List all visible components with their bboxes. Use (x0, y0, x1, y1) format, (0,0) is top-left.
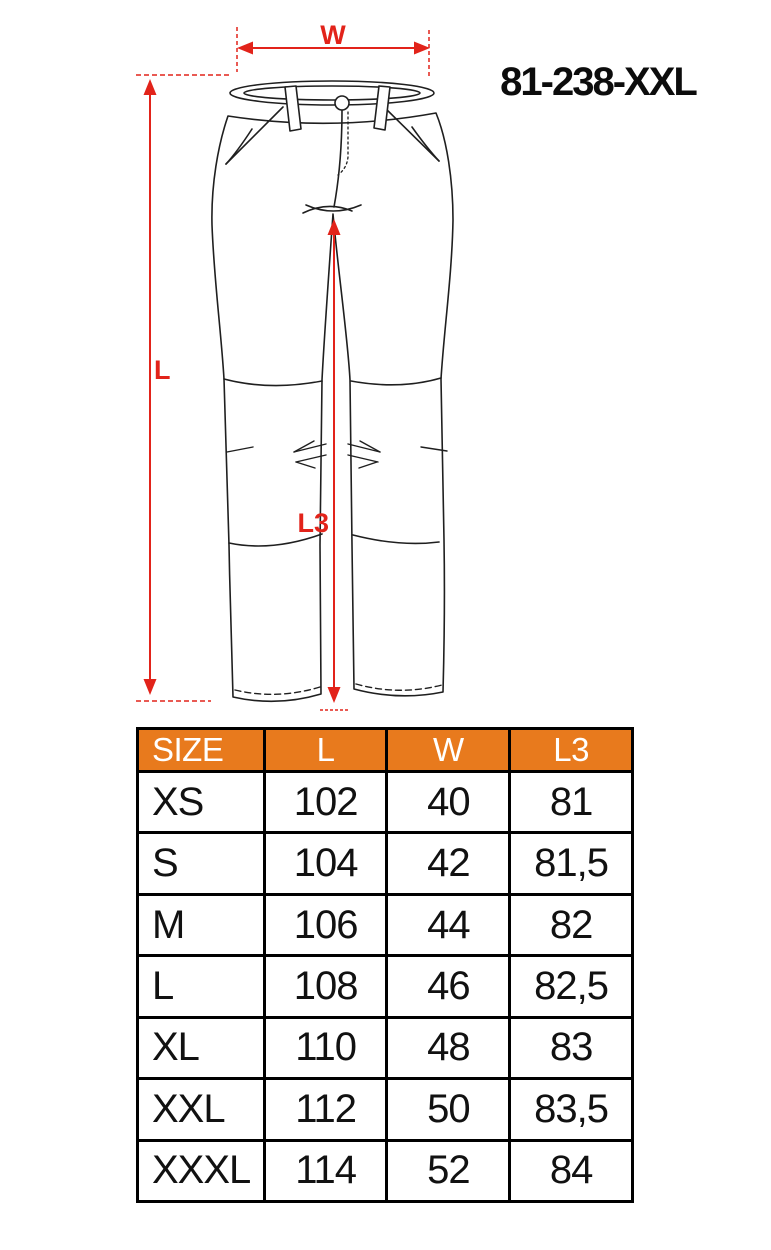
l3-value-cell: 82 (510, 894, 633, 955)
l-value-cell: 106 (264, 894, 387, 955)
header-l3: L3 (510, 729, 633, 772)
l-dimension-label: L (154, 355, 171, 385)
size-cell: L (138, 956, 265, 1017)
l3-value-cell: 83,5 (510, 1079, 633, 1140)
header-l: L (264, 729, 387, 772)
l3-value-cell: 82,5 (510, 956, 633, 1017)
size-cell: S (138, 833, 265, 894)
size-cell: XS (138, 772, 265, 833)
l3-value-cell: 81,5 (510, 833, 633, 894)
header-size: SIZE (138, 729, 265, 772)
l-value-cell: 110 (264, 1017, 387, 1078)
w-dimension-label: W (320, 20, 346, 50)
size-cell: M (138, 894, 265, 955)
w-value-cell: 48 (387, 1017, 510, 1078)
w-value-cell: 46 (387, 956, 510, 1017)
table-row (138, 894, 633, 955)
table-row (138, 1079, 633, 1140)
l-value-cell: 108 (264, 956, 387, 1017)
l-value-cell: 114 (264, 1140, 387, 1201)
l3-value-cell: 83 (510, 1017, 633, 1078)
w-value-cell: 42 (387, 833, 510, 894)
size-cell: XXXL (138, 1140, 265, 1201)
size-cell: XXL (138, 1079, 265, 1140)
w-value-cell: 52 (387, 1140, 510, 1201)
table-row (138, 833, 633, 894)
table-row (138, 772, 633, 833)
l-value-cell: 104 (264, 833, 387, 894)
size-cell: XL (138, 1017, 265, 1078)
w-value-cell: 44 (387, 894, 510, 955)
table-row (138, 956, 633, 1017)
waistband (230, 81, 434, 105)
size-chart-table (136, 727, 634, 1203)
l3-value-cell: 81 (510, 772, 633, 833)
table-row (138, 1140, 633, 1201)
l3-dimension-label: L3 (297, 508, 329, 538)
header-w: W (387, 729, 510, 772)
pants-outline (212, 113, 453, 701)
l3-value-cell: 84 (510, 1140, 633, 1201)
pants-drawing (212, 81, 453, 701)
l-value-cell: 102 (264, 772, 387, 833)
product-code-title: 81-238-XXL (500, 60, 696, 104)
table-header-row (138, 729, 633, 772)
l-value-cell: 112 (264, 1079, 387, 1140)
table-row (138, 1017, 633, 1078)
w-value-cell: 40 (387, 772, 510, 833)
waist-button (335, 96, 349, 110)
w-value-cell: 50 (387, 1079, 510, 1140)
